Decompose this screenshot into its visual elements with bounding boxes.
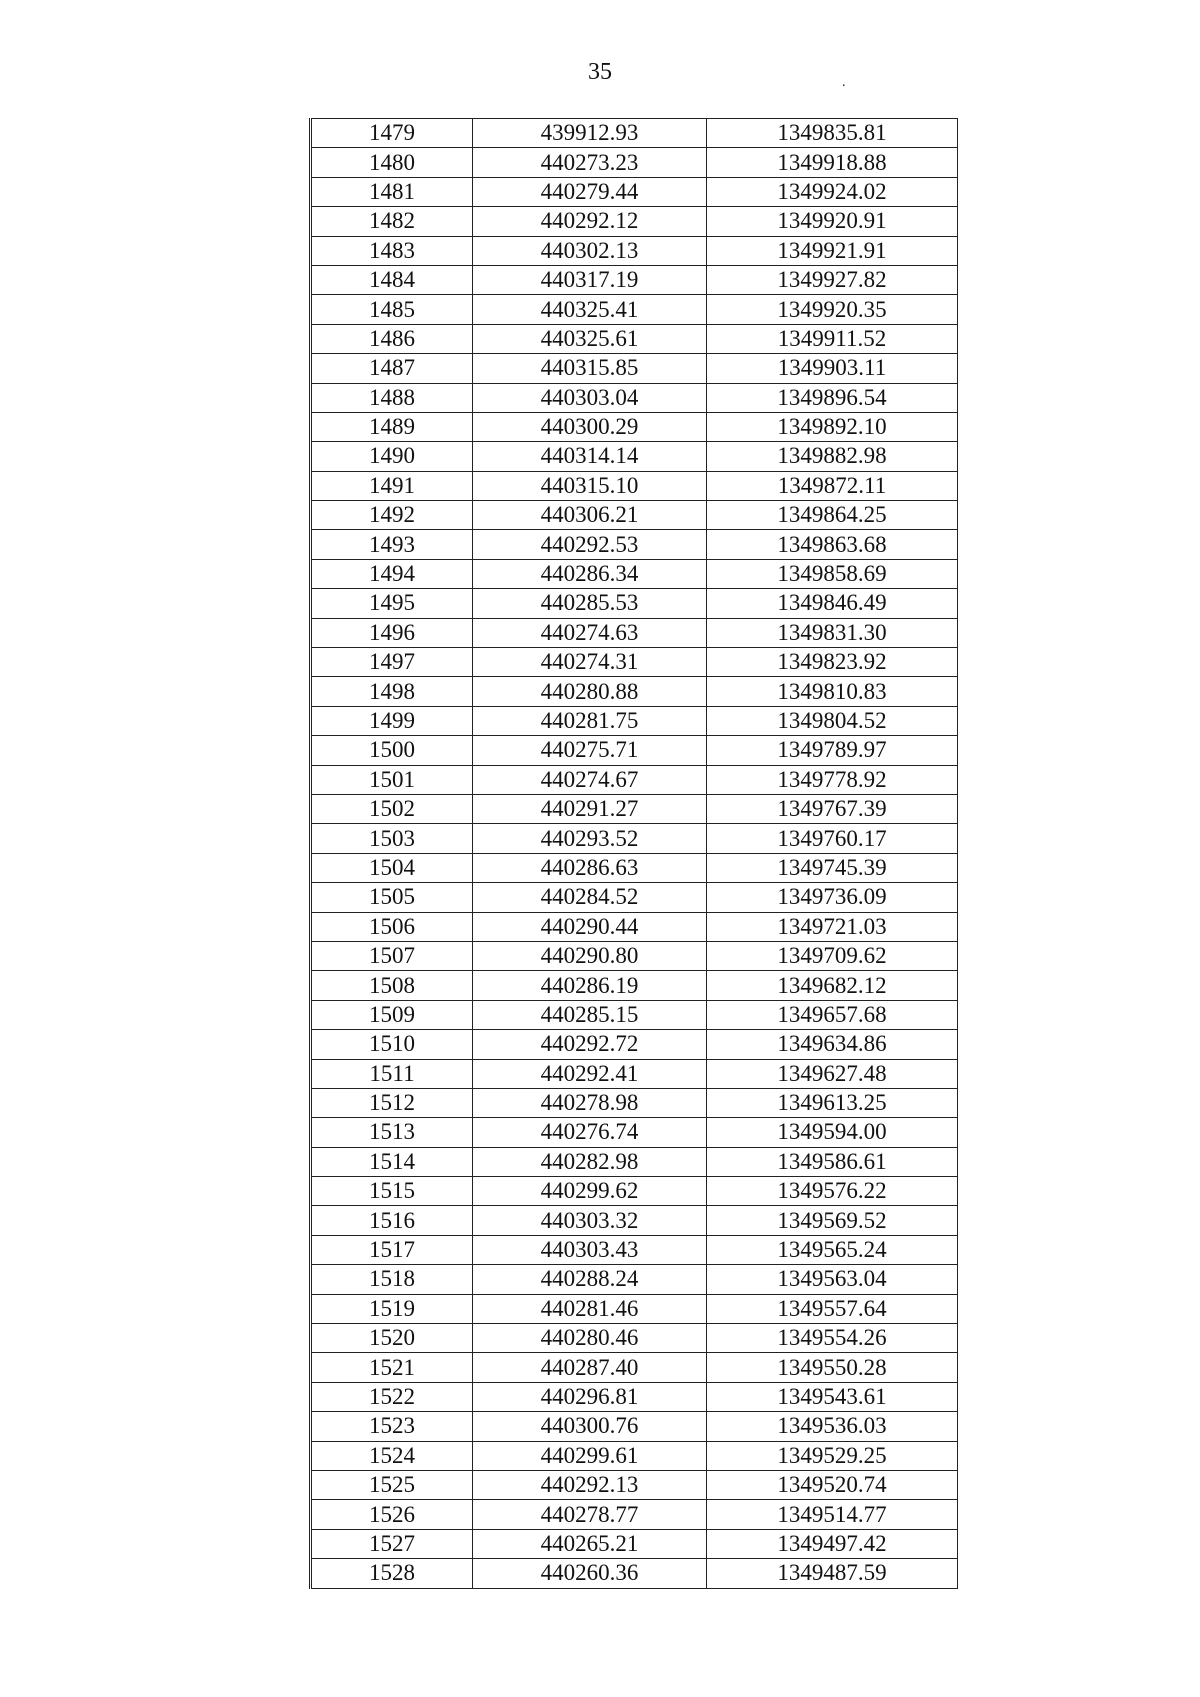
x-coordinate-cell: 440315.85 [473, 354, 707, 383]
point-number-cell: 1512 [311, 1088, 473, 1117]
x-coordinate-cell: 440306.21 [473, 501, 707, 530]
table-row [311, 1030, 958, 1059]
y-coordinate-cell: 1349778.92 [707, 765, 958, 794]
point-number-cell: 1503 [311, 824, 473, 853]
x-coordinate-cell: 440281.46 [473, 1294, 707, 1323]
point-number-cell: 1486 [311, 324, 473, 353]
y-coordinate-cell: 1349514.77 [707, 1500, 958, 1529]
x-coordinate-cell: 440292.53 [473, 530, 707, 559]
table-row [311, 1088, 958, 1117]
table-row [311, 1382, 958, 1411]
y-coordinate-cell: 1349557.64 [707, 1294, 958, 1323]
x-coordinate-cell: 440265.21 [473, 1529, 707, 1558]
point-number-cell: 1520 [311, 1324, 473, 1353]
table-row [311, 1353, 958, 1382]
x-coordinate-cell: 440290.44 [473, 912, 707, 941]
table-row [311, 1147, 958, 1176]
y-coordinate-cell: 1349634.86 [707, 1030, 958, 1059]
y-coordinate-cell: 1349736.09 [707, 883, 958, 912]
x-coordinate-cell: 440281.75 [473, 706, 707, 735]
y-coordinate-cell: 1349657.68 [707, 1000, 958, 1029]
y-coordinate-cell: 1349497.42 [707, 1529, 958, 1558]
y-coordinate-cell: 1349529.25 [707, 1441, 958, 1470]
table-row [311, 883, 958, 912]
point-number-cell: 1502 [311, 794, 473, 823]
table-row [311, 236, 958, 265]
x-coordinate-cell: 440286.19 [473, 971, 707, 1000]
point-number-cell: 1515 [311, 1177, 473, 1206]
table-row [311, 648, 958, 677]
y-coordinate-cell: 1349804.52 [707, 706, 958, 735]
x-coordinate-cell: 440280.88 [473, 677, 707, 706]
y-coordinate-cell: 1349823.92 [707, 648, 958, 677]
x-coordinate-cell: 440325.41 [473, 295, 707, 324]
x-coordinate-cell: 440274.63 [473, 618, 707, 647]
x-coordinate-cell: 440303.43 [473, 1235, 707, 1264]
y-coordinate-cell: 1349767.39 [707, 794, 958, 823]
point-number-cell: 1511 [311, 1059, 473, 1088]
y-coordinate-cell: 1349594.00 [707, 1118, 958, 1147]
point-number-cell: 1524 [311, 1441, 473, 1470]
y-coordinate-cell: 1349709.62 [707, 941, 958, 970]
table-row [311, 324, 958, 353]
x-coordinate-cell: 440292.41 [473, 1059, 707, 1088]
table-row [311, 530, 958, 559]
point-number-cell: 1499 [311, 706, 473, 735]
point-number-cell: 1497 [311, 648, 473, 677]
point-number-cell: 1509 [311, 1000, 473, 1029]
point-number-cell: 1487 [311, 354, 473, 383]
table-row [311, 501, 958, 530]
point-number-cell: 1522 [311, 1382, 473, 1411]
table-row [311, 1412, 958, 1441]
point-number-cell: 1525 [311, 1470, 473, 1499]
table-row [311, 971, 958, 1000]
point-number-cell: 1488 [311, 383, 473, 412]
point-number-cell: 1489 [311, 412, 473, 441]
y-coordinate-cell: 1349920.35 [707, 295, 958, 324]
table-row [311, 1265, 958, 1294]
y-coordinate-cell: 1349760.17 [707, 824, 958, 853]
x-coordinate-cell: 440278.77 [473, 1500, 707, 1529]
x-coordinate-cell: 440285.53 [473, 589, 707, 618]
x-coordinate-cell: 440293.52 [473, 824, 707, 853]
x-coordinate-cell: 440299.62 [473, 1177, 707, 1206]
point-number-cell: 1491 [311, 471, 473, 500]
y-coordinate-cell: 1349789.97 [707, 736, 958, 765]
table-row [311, 1294, 958, 1323]
table-row [311, 1059, 958, 1088]
x-coordinate-cell: 440300.29 [473, 412, 707, 441]
table-row [311, 177, 958, 206]
table-row [311, 471, 958, 500]
table-row [311, 354, 958, 383]
point-number-cell: 1507 [311, 941, 473, 970]
page-mark: . [842, 75, 846, 90]
point-number-cell: 1494 [311, 559, 473, 588]
table-row [311, 794, 958, 823]
x-coordinate-cell: 440292.12 [473, 207, 707, 236]
point-number-cell: 1496 [311, 618, 473, 647]
table-row [311, 618, 958, 647]
x-coordinate-cell: 440287.40 [473, 1353, 707, 1382]
point-number-cell: 1527 [311, 1529, 473, 1558]
y-coordinate-cell: 1349487.59 [707, 1559, 958, 1588]
y-coordinate-cell: 1349550.28 [707, 1353, 958, 1382]
table-row [311, 1441, 958, 1470]
y-coordinate-cell: 1349563.04 [707, 1265, 958, 1294]
y-coordinate-cell: 1349543.61 [707, 1382, 958, 1411]
table-row [311, 442, 958, 471]
table-row [311, 765, 958, 794]
table-row [311, 824, 958, 853]
y-coordinate-cell: 1349565.24 [707, 1235, 958, 1264]
table-row [311, 412, 958, 441]
x-coordinate-cell: 440274.31 [473, 648, 707, 677]
point-number-cell: 1528 [311, 1559, 473, 1588]
table-row [311, 912, 958, 941]
point-number-cell: 1513 [311, 1118, 473, 1147]
x-coordinate-cell: 440280.46 [473, 1324, 707, 1353]
table-row [311, 119, 958, 148]
point-number-cell: 1504 [311, 853, 473, 882]
y-coordinate-cell: 1349921.91 [707, 236, 958, 265]
table-row [311, 589, 958, 618]
point-number-cell: 1514 [311, 1147, 473, 1176]
y-coordinate-cell: 1349858.69 [707, 559, 958, 588]
y-coordinate-cell: 1349896.54 [707, 383, 958, 412]
y-coordinate-cell: 1349810.83 [707, 677, 958, 706]
page-number: 35 [588, 59, 612, 85]
point-number-cell: 1495 [311, 589, 473, 618]
point-number-cell: 1490 [311, 442, 473, 471]
table-row [311, 265, 958, 294]
point-number-cell: 1493 [311, 530, 473, 559]
x-coordinate-cell: 440296.81 [473, 1382, 707, 1411]
point-number-cell: 1485 [311, 295, 473, 324]
point-number-cell: 1508 [311, 971, 473, 1000]
point-number-cell: 1517 [311, 1235, 473, 1264]
y-coordinate-cell: 1349831.30 [707, 618, 958, 647]
y-coordinate-cell: 1349924.02 [707, 177, 958, 206]
point-number-cell: 1482 [311, 207, 473, 236]
y-coordinate-cell: 1349554.26 [707, 1324, 958, 1353]
x-coordinate-cell: 440291.27 [473, 794, 707, 823]
point-number-cell: 1510 [311, 1030, 473, 1059]
x-coordinate-cell: 440273.23 [473, 148, 707, 177]
y-coordinate-cell: 1349721.03 [707, 912, 958, 941]
x-coordinate-cell: 440285.15 [473, 1000, 707, 1029]
point-number-cell: 1500 [311, 736, 473, 765]
table-row [311, 559, 958, 588]
x-coordinate-cell: 440302.13 [473, 236, 707, 265]
y-coordinate-cell: 1349920.91 [707, 207, 958, 236]
x-coordinate-cell: 440290.80 [473, 941, 707, 970]
y-coordinate-cell: 1349576.22 [707, 1177, 958, 1206]
y-coordinate-cell: 1349613.25 [707, 1088, 958, 1117]
x-coordinate-cell: 440276.74 [473, 1118, 707, 1147]
point-number-cell: 1516 [311, 1206, 473, 1235]
x-coordinate-cell: 440299.61 [473, 1441, 707, 1470]
table-row [311, 1118, 958, 1147]
point-number-cell: 1492 [311, 501, 473, 530]
point-number-cell: 1483 [311, 236, 473, 265]
table-row [311, 1470, 958, 1499]
y-coordinate-cell: 1349536.03 [707, 1412, 958, 1441]
table-row [311, 853, 958, 882]
point-number-cell: 1480 [311, 148, 473, 177]
x-coordinate-cell: 440284.52 [473, 883, 707, 912]
y-coordinate-cell: 1349911.52 [707, 324, 958, 353]
x-coordinate-cell: 440278.98 [473, 1088, 707, 1117]
y-coordinate-cell: 1349927.82 [707, 265, 958, 294]
y-coordinate-cell: 1349864.25 [707, 501, 958, 530]
point-number-cell: 1506 [311, 912, 473, 941]
x-coordinate-cell: 440274.67 [473, 765, 707, 794]
x-coordinate-cell: 440317.19 [473, 265, 707, 294]
x-coordinate-cell: 439912.93 [473, 119, 707, 148]
x-coordinate-cell: 440286.63 [473, 853, 707, 882]
x-coordinate-cell: 440325.61 [473, 324, 707, 353]
y-coordinate-cell: 1349918.88 [707, 148, 958, 177]
point-number-cell: 1518 [311, 1265, 473, 1294]
y-coordinate-cell: 1349872.11 [707, 471, 958, 500]
table-row [311, 383, 958, 412]
x-coordinate-cell: 440303.32 [473, 1206, 707, 1235]
x-coordinate-cell: 440303.04 [473, 383, 707, 412]
point-number-cell: 1479 [311, 119, 473, 148]
y-coordinate-cell: 1349586.61 [707, 1147, 958, 1176]
table-row [311, 1500, 958, 1529]
x-coordinate-cell: 440292.72 [473, 1030, 707, 1059]
y-coordinate-cell: 1349882.98 [707, 442, 958, 471]
x-coordinate-cell: 440288.24 [473, 1265, 707, 1294]
y-coordinate-cell: 1349682.12 [707, 971, 958, 1000]
x-coordinate-cell: 440286.34 [473, 559, 707, 588]
point-number-cell: 1505 [311, 883, 473, 912]
table-row [311, 148, 958, 177]
table-row [311, 295, 958, 324]
x-coordinate-cell: 440282.98 [473, 1147, 707, 1176]
y-coordinate-cell: 1349627.48 [707, 1059, 958, 1088]
y-coordinate-cell: 1349520.74 [707, 1470, 958, 1499]
table-row [311, 1529, 958, 1558]
table-body [311, 119, 958, 1589]
x-coordinate-cell: 440260.36 [473, 1559, 707, 1588]
y-coordinate-cell: 1349863.68 [707, 530, 958, 559]
x-coordinate-cell: 440315.10 [473, 471, 707, 500]
x-coordinate-cell: 440279.44 [473, 177, 707, 206]
table-row [311, 1235, 958, 1264]
table-row [311, 207, 958, 236]
point-number-cell: 1519 [311, 1294, 473, 1323]
table-row [311, 1559, 958, 1588]
table-row [311, 677, 958, 706]
y-coordinate-cell: 1349835.81 [707, 119, 958, 148]
table-row [311, 706, 958, 735]
x-coordinate-cell: 440314.14 [473, 442, 707, 471]
table-row [311, 736, 958, 765]
y-coordinate-cell: 1349903.11 [707, 354, 958, 383]
table-row [311, 941, 958, 970]
table-row [311, 1000, 958, 1029]
x-coordinate-cell: 440275.71 [473, 736, 707, 765]
point-number-cell: 1523 [311, 1412, 473, 1441]
point-number-cell: 1501 [311, 765, 473, 794]
point-number-cell: 1521 [311, 1353, 473, 1382]
point-number-cell: 1526 [311, 1500, 473, 1529]
y-coordinate-cell: 1349892.10 [707, 412, 958, 441]
y-coordinate-cell: 1349569.52 [707, 1206, 958, 1235]
point-number-cell: 1498 [311, 677, 473, 706]
coordinates-table [309, 118, 958, 1589]
x-coordinate-cell: 440300.76 [473, 1412, 707, 1441]
y-coordinate-cell: 1349745.39 [707, 853, 958, 882]
table-row [311, 1324, 958, 1353]
point-number-cell: 1481 [311, 177, 473, 206]
point-number-cell: 1484 [311, 265, 473, 294]
y-coordinate-cell: 1349846.49 [707, 589, 958, 618]
table-row [311, 1177, 958, 1206]
x-coordinate-cell: 440292.13 [473, 1470, 707, 1499]
table-row [311, 1206, 958, 1235]
